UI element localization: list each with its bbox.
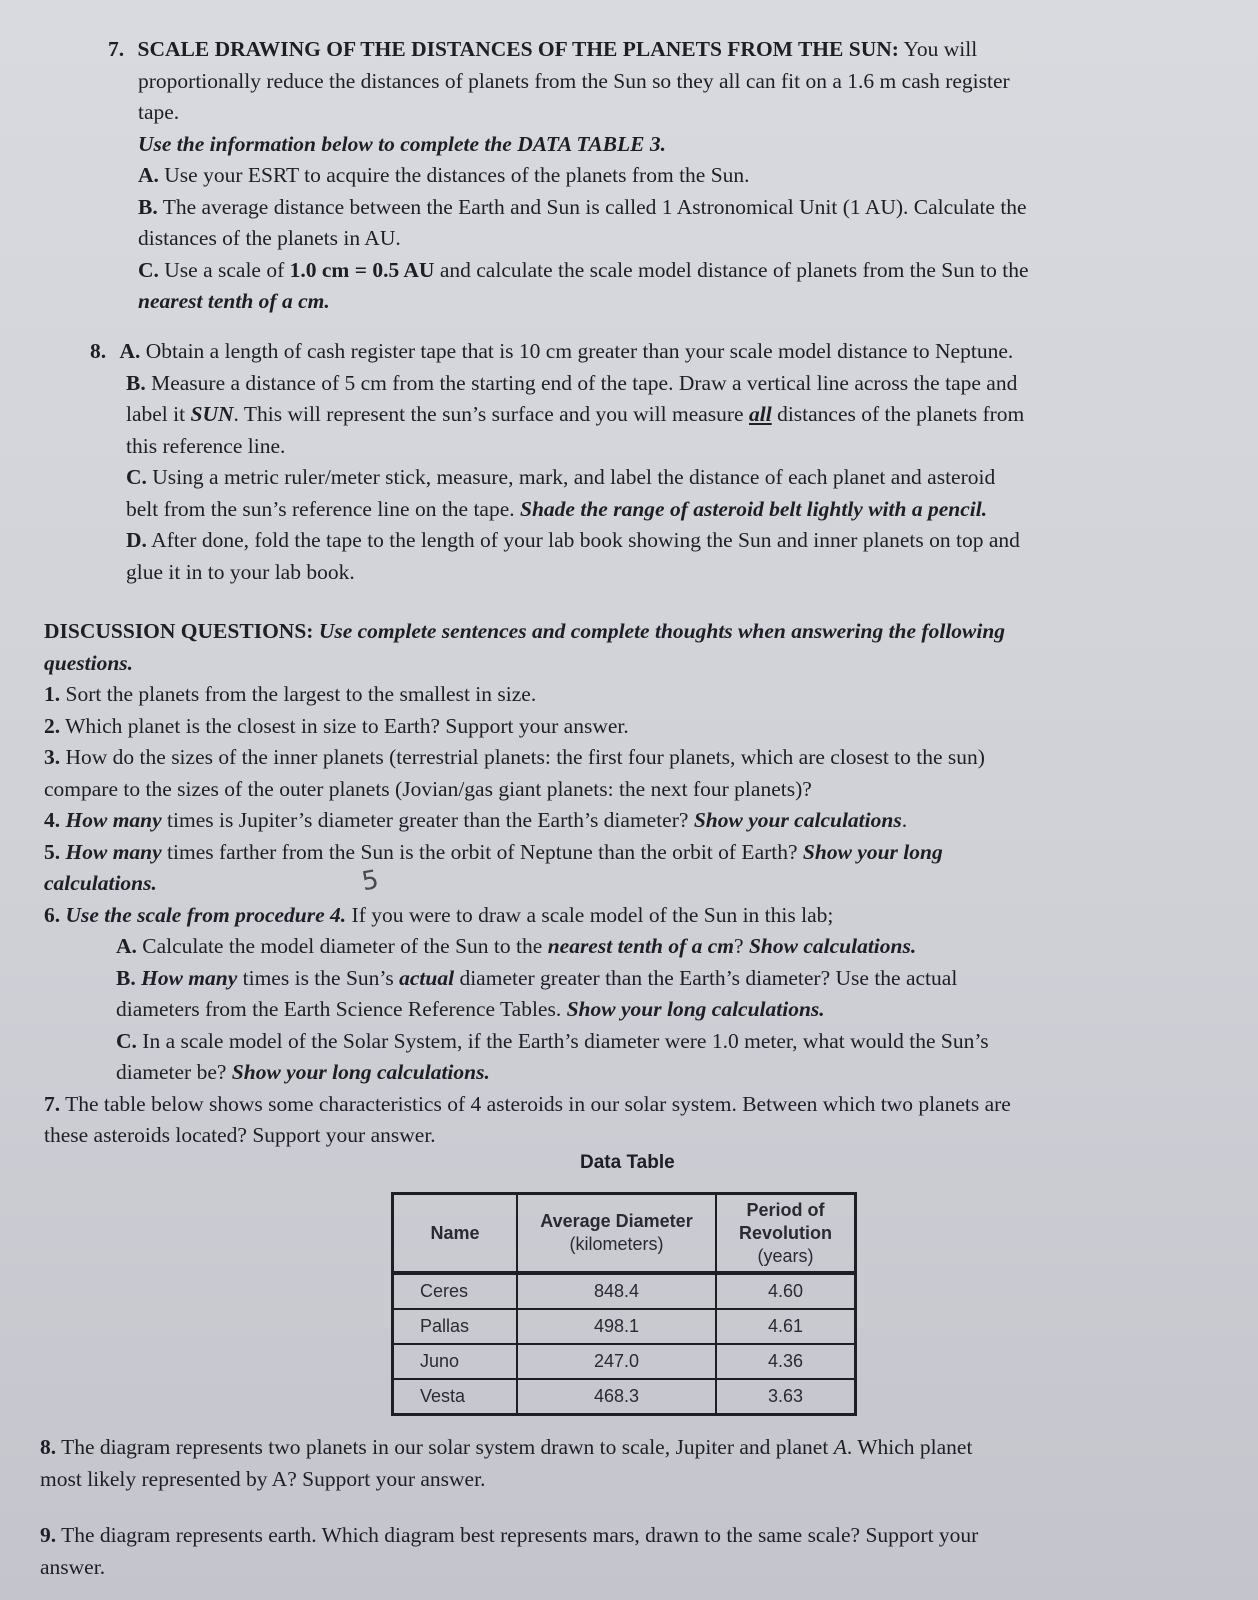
- step-text: Obtain a length of cash register tape that is 10 cm greater than your scale model distance to Neptune.: [140, 339, 1014, 363]
- question-8: [40, 1432, 972, 1495]
- question-6c: [116, 1026, 1011, 1058]
- show-calculations: Show calculations.: [748, 934, 917, 958]
- question-emphasis: actual: [399, 965, 455, 990]
- cell-diameter: 247.0: [517, 1344, 716, 1379]
- question-6a: [116, 931, 1011, 963]
- question-number: 4.: [44, 808, 61, 832]
- question-text: . Which planet: [846, 1435, 973, 1459]
- question-text: In a scale model of the Solar System, if the Earth’s diameter were 1.0 meter, what would the Sun’s: [136, 1028, 989, 1053]
- question-2: [44, 711, 1011, 743]
- question-6b: [116, 963, 1011, 995]
- step-text: Using a metric ruler/meter stick, measure, mark, and label the distance of each planet and asteroid: [146, 465, 996, 489]
- cell-period: 4.61: [716, 1309, 856, 1344]
- show-calculations: calculations.: [44, 871, 157, 895]
- question-text: times farther from the Sun is the orbit of Neptune than the orbit of Earth?: [161, 839, 803, 864]
- question-text: Which planet is the closest in size to Earth? Support your answer.: [60, 713, 629, 738]
- procedure-7-step-c: [138, 255, 1029, 287]
- step-text: . This will represent the sun’s surface and you will measure: [233, 402, 749, 426]
- step-text: The average distance between the Earth and Sun is called 1 Astronomical Unit (1 AU). Calculate the: [157, 194, 1027, 219]
- cell-name: Pallas: [393, 1309, 518, 1344]
- discussion-instruction: questions.: [44, 650, 134, 675]
- procedure-8-step-a: [90, 336, 1024, 368]
- question-text: most likely represented by A? Support your answer.: [40, 1466, 486, 1491]
- all-emphasis: all: [748, 402, 772, 426]
- procedure-8-step-c: [126, 462, 1024, 494]
- question-text: How do the sizes of the inner planets (terrestrial planets: the first four planets, which are closest to the sun): [60, 745, 985, 769]
- header-name: Name: [393, 1194, 518, 1274]
- table-row: [393, 1273, 856, 1309]
- question-4: [44, 805, 1011, 837]
- question-number: 2.: [44, 713, 61, 738]
- question-emphasis: How many: [60, 839, 162, 864]
- question-text: diameter greater than the Earth’s diameter? Use the actual: [454, 965, 958, 990]
- step-text-emphasis: nearest tenth of a cm.: [138, 289, 330, 313]
- step-text: Measure a distance of 5 cm from the starting end of the tape. Draw a vertical line across the tape and: [145, 370, 1018, 395]
- question-text: diameters from the Earth Science Reference Tables.: [116, 997, 567, 1021]
- question-number: 9.: [40, 1523, 57, 1547]
- step-label: B.: [116, 965, 136, 990]
- question-text: The diagram represents earth. Which diagram best represents mars, drawn to the same scale? Support your: [56, 1523, 979, 1547]
- procedure-7: [108, 34, 1029, 318]
- cell-name: Juno: [393, 1344, 518, 1379]
- question-6: [44, 900, 1011, 932]
- question-emphasis: nearest tenth of a cm: [547, 934, 735, 958]
- procedure-7-heading-line: [108, 34, 1029, 66]
- step-text: After done, fold the tape to the length of your lab book showing the Sun and inner planets on top and: [146, 528, 1020, 552]
- question-text: diameter be?: [116, 1060, 232, 1084]
- question-text: Sort the planets from the largest to the smallest in size.: [60, 682, 537, 706]
- procedure-7-text: proportionally reduce the distances of planets from the Sun so they all can fit on a 1.6 m cash register: [138, 68, 1010, 93]
- header-diameter-label: Average Diameter: [540, 1211, 693, 1231]
- table-header-row: [393, 1194, 856, 1274]
- question-1: [44, 679, 1011, 711]
- step-text: glue it in to your lab book.: [126, 559, 355, 584]
- question-emphasis: Use the scale from procedure 4.: [60, 902, 347, 927]
- table-title: Data Table: [580, 1152, 675, 1173]
- handwritten-correction: 5: [359, 864, 382, 898]
- step-text: this reference line.: [126, 433, 286, 458]
- procedure-7-heading-rest: You will: [898, 37, 978, 61]
- show-calculations: Show your long calculations.: [231, 1060, 490, 1084]
- step-text: Use a scale of: [158, 257, 290, 282]
- asteroid-data-table: [391, 1192, 857, 1416]
- question-text: these asteroids located? Support your answer.: [44, 1123, 436, 1147]
- step-label: B.: [126, 370, 146, 395]
- question-number: 5.: [44, 839, 61, 864]
- cell-name: Ceres: [393, 1273, 518, 1309]
- question-text: Calculate the model diameter of the Sun to the: [136, 934, 548, 958]
- header-diameter-unit: (kilometers): [569, 1234, 664, 1254]
- cell-period: 4.60: [716, 1273, 856, 1309]
- planet-a-label: A: [833, 1435, 847, 1459]
- question-text: .: [901, 808, 908, 832]
- step-label: D.: [126, 528, 147, 552]
- table-row: [393, 1344, 856, 1379]
- step-label: B.: [138, 194, 158, 219]
- step-label: C.: [138, 257, 159, 282]
- step-label: C.: [126, 465, 147, 489]
- cell-name: Vesta: [393, 1379, 518, 1415]
- cell-diameter: 498.1: [517, 1309, 716, 1344]
- scale-value: 1.0 cm = 0.5 AU: [289, 257, 435, 282]
- step-label: C.: [116, 1028, 137, 1053]
- question-5: [44, 837, 1011, 869]
- table-row: [393, 1379, 856, 1415]
- question-text: The diagram represents two planets in our solar system drawn to scale, Jupiter and planet: [56, 1435, 834, 1459]
- cell-period: 4.36: [716, 1344, 856, 1379]
- question-text: ?: [734, 934, 749, 958]
- discussion-questions: [44, 616, 1011, 1152]
- cell-diameter: 848.4: [517, 1273, 716, 1309]
- step-text: label it: [126, 402, 191, 426]
- question-9: [40, 1520, 978, 1583]
- step-text: distances of the planets in AU.: [138, 226, 401, 250]
- procedure-number: 8.: [90, 339, 107, 363]
- procedure-7-step-a: [138, 160, 1029, 192]
- question-number: 3.: [44, 745, 61, 769]
- question-text: If you were to draw a scale model of the Sun in this lab;: [346, 902, 834, 927]
- header-period-label: Period of Revolution: [739, 1199, 832, 1243]
- step-label: A.: [119, 339, 141, 363]
- question-7: [44, 1089, 1011, 1121]
- procedure-8-step-b: [126, 368, 1024, 400]
- show-calculations: Show your long calculations.: [566, 997, 825, 1021]
- procedure-8-step-c-cont: [126, 494, 1024, 526]
- question-emphasis: How many: [60, 808, 162, 832]
- discussion-heading-line: [44, 616, 1011, 648]
- procedure-7-step-b: [138, 192, 1029, 224]
- header-diameter: [517, 1194, 716, 1274]
- show-calculations: Show your long: [802, 839, 943, 864]
- shade-instruction: Shade the range of asteroid belt lightly with a pencil.: [520, 496, 988, 521]
- question-number: 6.: [44, 902, 61, 927]
- question-number: 1.: [44, 682, 61, 706]
- show-calculations: Show your calculations: [693, 808, 902, 832]
- question-emphasis: How many: [135, 965, 238, 990]
- sun-label: SUN: [190, 402, 234, 426]
- question-number: 8.: [40, 1435, 57, 1459]
- question-3: [44, 742, 1011, 774]
- step-text: distances of the planets from: [771, 402, 1025, 426]
- procedure-number: 7.: [108, 37, 125, 61]
- procedure-7-instruction: Use the information below to complete the DATA TABLE 3.: [138, 131, 666, 156]
- procedure-8-step-d: [126, 525, 1024, 557]
- step-text: and calculate the scale model distance of planets from the Sun to the: [434, 257, 1029, 282]
- question-text: compare to the sizes of the outer planets (Jovian/gas giant planets: the next four planets)?: [44, 776, 812, 801]
- question-text: times is Jupiter’s diameter greater than the Earth’s diameter?: [161, 808, 694, 832]
- question-text: The table below shows some characteristics of 4 asteroids in our solar system. Between which two planets are: [60, 1091, 1011, 1116]
- discussion-heading: DISCUSSION QUESTIONS:: [44, 619, 314, 643]
- procedure-8: [90, 336, 1024, 588]
- question-6b-cont: [116, 994, 1011, 1026]
- question-text: times is the Sun’s: [237, 965, 400, 990]
- procedure-7-text: tape.: [138, 100, 180, 124]
- table-row: [393, 1309, 856, 1344]
- header-period-unit: (years): [757, 1245, 814, 1266]
- procedure-8-step-b-cont: [126, 399, 1024, 431]
- discussion-instruction: Use complete sentences and complete thoughts when answering the following: [313, 619, 1006, 643]
- step-label: A.: [116, 934, 137, 958]
- header-period: [716, 1194, 856, 1274]
- step-text: Use your ESRT to acquire the distances of the planets from the Sun.: [158, 163, 750, 187]
- cell-period: 3.63: [716, 1379, 856, 1415]
- question-6c-cont: [116, 1057, 1011, 1089]
- question-text: answer.: [40, 1554, 106, 1579]
- procedure-7-heading: SCALE DRAWING OF THE DISTANCES OF THE PLANETS FROM THE SUN:: [137, 37, 899, 61]
- question-number: 7.: [44, 1091, 61, 1116]
- cell-diameter: 468.3: [517, 1379, 716, 1415]
- step-label: A.: [138, 163, 159, 187]
- step-text: belt from the sun’s reference line on the tape.: [126, 496, 521, 521]
